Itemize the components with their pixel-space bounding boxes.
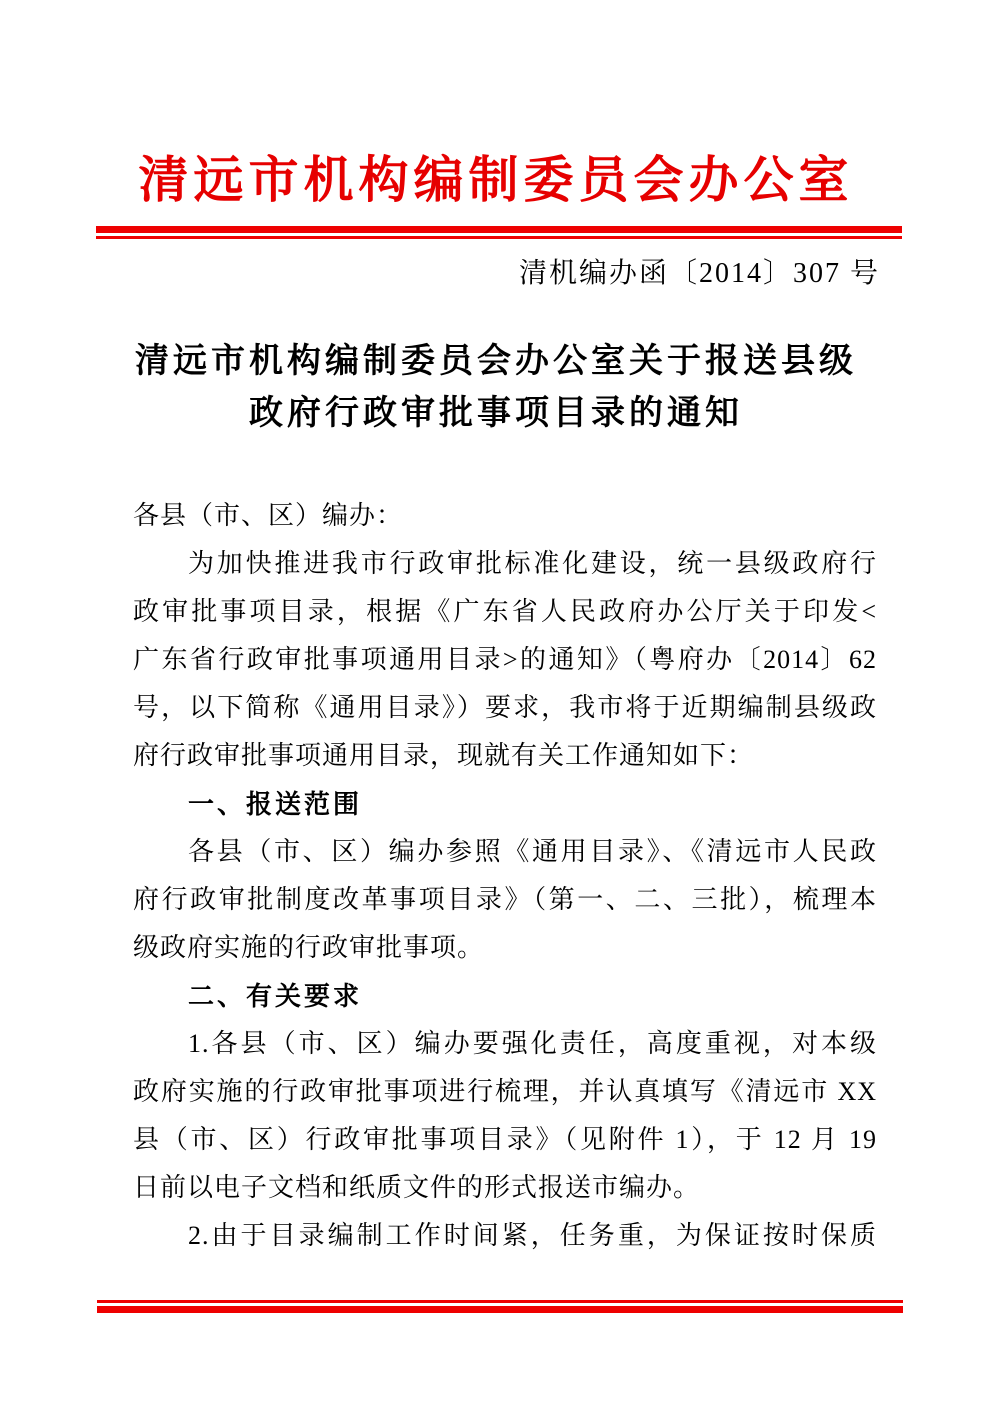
body-line: 日前以电子文档和纸质文件的形式报送市编办。 <box>133 1173 701 1202</box>
body-line: 号，以下简称《通用目录》）要求，我市将于近期编制县级政 <box>133 693 877 722</box>
body-line: 县（市、区）行政审批事项目录》（见附件 1），于 12 月 19 <box>133 1125 877 1154</box>
body-line: 政府实施的行政审批事项进行梳理，并认真填写《清远市 XX <box>133 1077 877 1106</box>
letterhead-title: 清远市机构编制委员会办公室 <box>138 152 854 208</box>
header-separator <box>96 226 902 239</box>
body-line: 各县（市、区）编办参照《通用目录》、《清远市人民政 <box>188 837 877 866</box>
body-line: 级政府实施的行政审批事项。 <box>133 933 485 962</box>
body-line: 1.各县（市、区）编办要强化责任，高度重视，对本级 <box>188 1029 877 1058</box>
document-number: 清机编办函〔2014〕307 号 <box>518 258 880 289</box>
header-separator-thin-line <box>96 236 902 239</box>
section-heading: 二、有关要求 <box>188 981 363 1011</box>
footer-separator-thick-line <box>97 1306 903 1313</box>
body-line: 府行政审批事项通用目录，现就有关工作通知如下： <box>133 741 755 770</box>
body-line: 各县（市、区）编办： <box>133 501 404 530</box>
body-line: 广东省行政审批事项通用目录>的通知》（粤府办〔2014〕62 <box>133 645 877 674</box>
body-line: 2.由于目录编制工作时间紧，任务重，为保证按时保质 <box>188 1221 877 1250</box>
footer-separator <box>97 1300 903 1313</box>
body-line: 府行政审批制度改革事项目录》（第一、二、三批），梳理本 <box>133 885 877 914</box>
section-heading: 一、报送范围 <box>188 789 363 819</box>
body-line: 政审批事项目录，根据《广东省人民政府办公厅关于印发< <box>133 597 877 626</box>
header-separator-thick-line <box>96 226 902 233</box>
document-title <box>0 336 992 440</box>
document-title-line2: 政府行政审批事项目录的通知 <box>249 395 743 432</box>
document-title-line1: 清远市机构编制委员会办公室关于报送县级 <box>135 343 857 380</box>
body-line: 为加快推进我市行政审批标准化建设，统一县级政府行 <box>188 549 877 578</box>
document-body <box>133 492 877 1260</box>
